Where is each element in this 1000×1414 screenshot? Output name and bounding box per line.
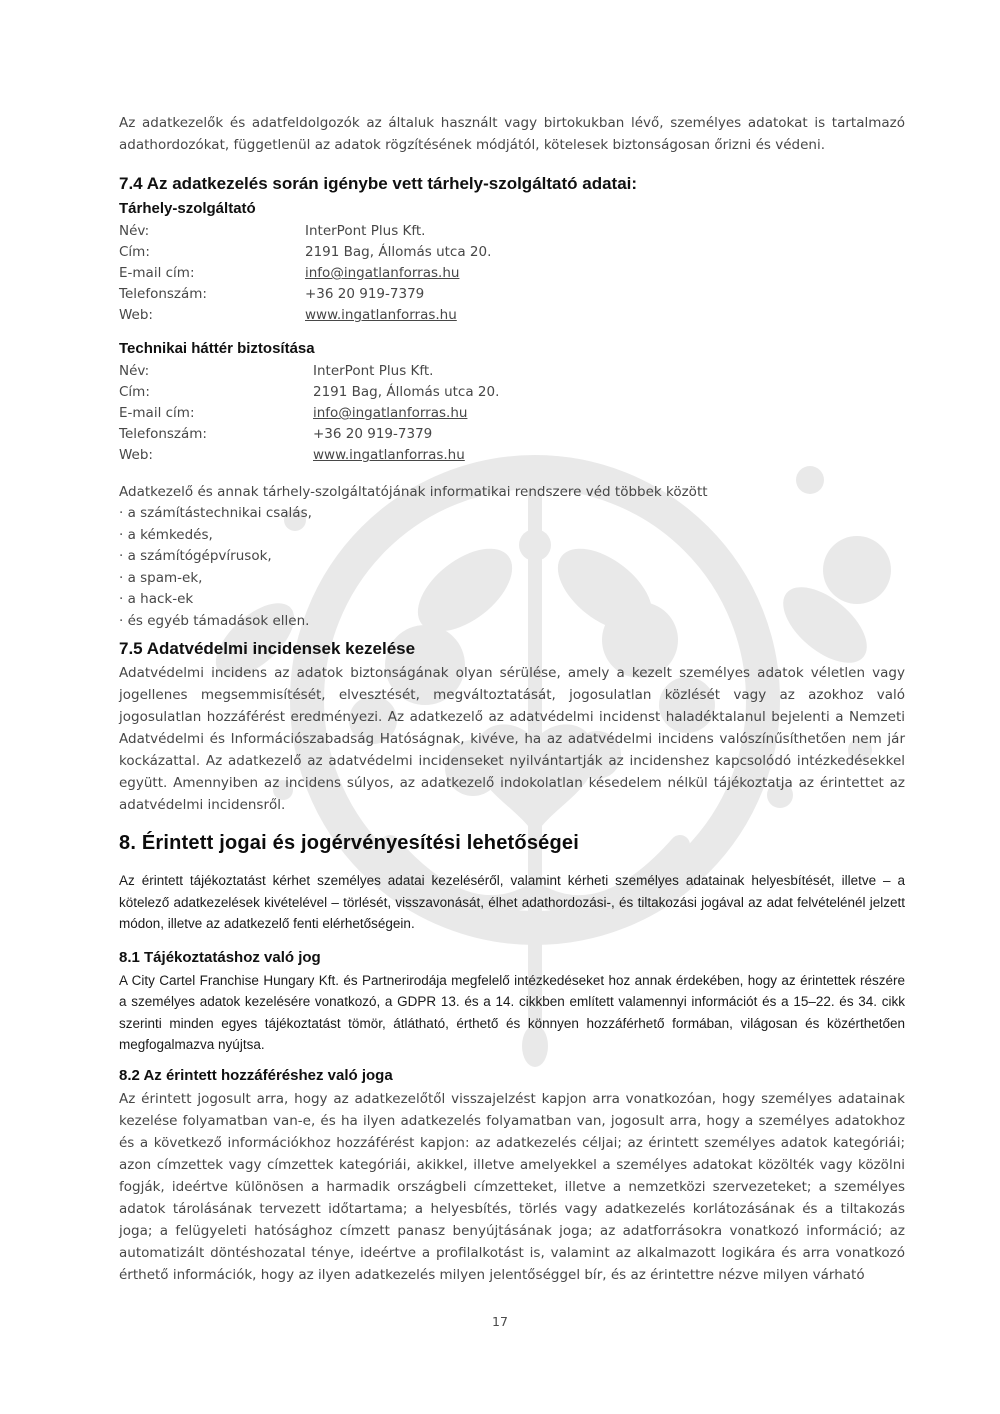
protection-item: · a számítógépvírusok, — [119, 548, 272, 564]
technical-background-table — [119, 361, 905, 466]
info-row — [119, 242, 905, 263]
section-8-intro: Az érintett tájékoztatást kérhet személyes adatai kezeléséről, valamint kérheti személyes adatainak helyesbítését, illetve – a kötelező adatkezelések kivételével – törlését, visszavonását, élhet adathordozási-, és tiltakozási jogával az adat felvételénél jelzett módon, illetve az adatkezelő fenti elérhetőségein. — [119, 873, 905, 931]
website-link[interactable]: www.ingatlanforras.hu — [305, 307, 457, 323]
info-row — [119, 445, 905, 466]
section-7-4-heading: 7.4 Az adatkezelés során igénybe vett tárhely-szolgáltató adatai: — [119, 174, 638, 193]
info-row — [119, 403, 905, 424]
section-7-5-heading: 7.5 Adatvédelmi incidensek kezelése — [119, 639, 416, 658]
info-row — [119, 305, 905, 326]
info-row — [119, 284, 905, 305]
protection-intro: Adatkezelő és annak tárhely-szolgáltatójának informatikai rendszere véd többek között — [119, 484, 708, 500]
info-label: Név: — [119, 363, 150, 379]
info-value: 2191 Bag, Állomás utca 20. — [313, 384, 500, 400]
intro-paragraph: Az adatkezelők és adatfeldolgozók az általuk használt vagy birtokukban lévő, személyes adatokat is tartalmazó adathordozókat, függetlenül az adatok rögzítésének módjától, kötelesek biztonságosan őrizni és védeni. — [119, 115, 905, 153]
section-8-2-heading: 8.2 Az érintett hozzáféréshez való joga — [119, 1066, 393, 1084]
protection-item: · a számítástechnikai csalás, — [119, 505, 312, 521]
section-8-heading: 8. Érintett jogai és jogérvényesítési lehetőségei — [119, 832, 579, 854]
info-row — [119, 382, 905, 403]
info-label: Telefonszám: — [119, 286, 207, 302]
info-row — [119, 221, 905, 242]
info-label: E-mail cím: — [119, 405, 195, 421]
info-label: Web: — [119, 447, 153, 463]
technical-background-subheading: Technikai háttér biztosítása — [119, 340, 315, 357]
info-label: Telefonszám: — [119, 426, 207, 442]
protection-item: · a spam-ek, — [119, 569, 203, 586]
email-link[interactable]: info@ingatlanforras.hu — [305, 265, 460, 281]
info-value: +36 20 919-7379 — [305, 286, 425, 302]
info-value: InterPont Plus Kft. — [313, 363, 434, 379]
email-link[interactable]: info@ingatlanforras.hu — [313, 405, 468, 421]
protection-item: · a kémkedés, — [119, 526, 213, 543]
info-value: +36 20 919-7379 — [313, 426, 433, 442]
info-value: 2191 Bag, Állomás utca 20. — [305, 244, 492, 260]
section-8-1-body: A City Cartel Franchise Hungary Kft. és Partnerirodája megfelelő intézkedéseket hoz annak érdekében, hogy az érintettek részére a személyes adatok kezelésére vonatkozó, a GDPR 13. és a 14. cikkben említett valamennyi információt és a 15–22. és 34. cikk szerinti minden egyes tájékoztatást tömör, átlátható, érthető és könnyen hozzáférhető formában, világosan és közérthetően megfogalmazva nyújtsa. — [119, 972, 905, 1052]
protection-item: · a hack-ek — [119, 591, 194, 607]
info-row — [119, 361, 905, 382]
protection-item: · és egyéb támadások ellen. — [119, 612, 310, 629]
info-label: Web: — [119, 307, 153, 323]
hosting-provider-subheading: Tárhely-szolgáltató — [119, 200, 256, 217]
info-row — [119, 424, 905, 445]
section-8-1-heading: 8.1 Tájékoztatáshoz való jog — [119, 948, 321, 966]
info-label: Cím: — [119, 384, 150, 400]
protection-list — [119, 503, 905, 632]
info-label: Név: — [119, 223, 150, 239]
page-number: 17 — [492, 1314, 508, 1329]
info-row — [119, 263, 905, 284]
info-label: Cím: — [119, 244, 150, 260]
section-8-2-body: Az érintett jogosult arra, hogy az adatkezelőtől visszajelzést kapjon arra vonatkozóan, hogy személyes adatainak kezelése folyamatban van-e, és ha ilyen adatkezelés folyamatban van, jogosult arra, hogy a személyes adatokhoz és a következő információkhoz hozzáférést kapjon: az adatkezelés céljai; az érintett személyes adatok kategóriái; azon címzettek vagy címzettek kategóriái, akikkel, illetve amelyekkel a személyes adatokat közölték vagy közölni fogják, ideértve különösen a harmadik országbeli címzetteket, illetve a nemzetközi szervezeteket; a személyes adatok tárolásának tervezett időtartama; a helyesbítés, törlés vagy adatkezelés korlátozásának és a tiltakozás joga; a felügyeleti hatósághoz címzett panasz benyújtásának joga; az adatforrásokra vonatkozó információ; az automatizált döntéshozatal ténye, ideértve a profilalkotást is, valamint az alkalmazott logikára és arra vonatkozó érthető információk, hogy az ilyen adatkezelés milyen jelentőséggel bír, és az érintettre nézve milyen várható — [119, 1090, 905, 1283]
info-value: InterPont Plus Kft. — [305, 223, 426, 239]
info-label: E-mail cím: — [119, 265, 195, 281]
website-link[interactable]: www.ingatlanforras.hu — [313, 447, 465, 463]
section-7-5-body: Adatvédelmi incidens az adatok biztonságának olyan sérülése, amely a kezelt személyes adatok véletlen vagy jogellenes megsemmisítését, elvesztését, megváltoztatását, jogosulatlan közlését vagy az azokhoz való jogosulatlan hozzáférést eredményezi. Az adatkezelő az adatvédelmi incidenst haladéktalanul bejelenti a Nemzeti Adatvédelmi és Információszabadság Hatóságnak, kivéve, ha az adatvédelmi incidens valószínűsíthetően nem jár kockázattal. Az adatkezelő az adatvédelmi incidenseket nyilvántartják az incidenshez kapcsolódó intézkedésekkel együtt. Amennyiben az incidens súlyos, az adatkezelő indokolatlan késedelem nélkül tájékoztatja az érintettet az adatvédelmi incidensről. — [119, 665, 905, 813]
hosting-provider-table — [119, 221, 905, 326]
